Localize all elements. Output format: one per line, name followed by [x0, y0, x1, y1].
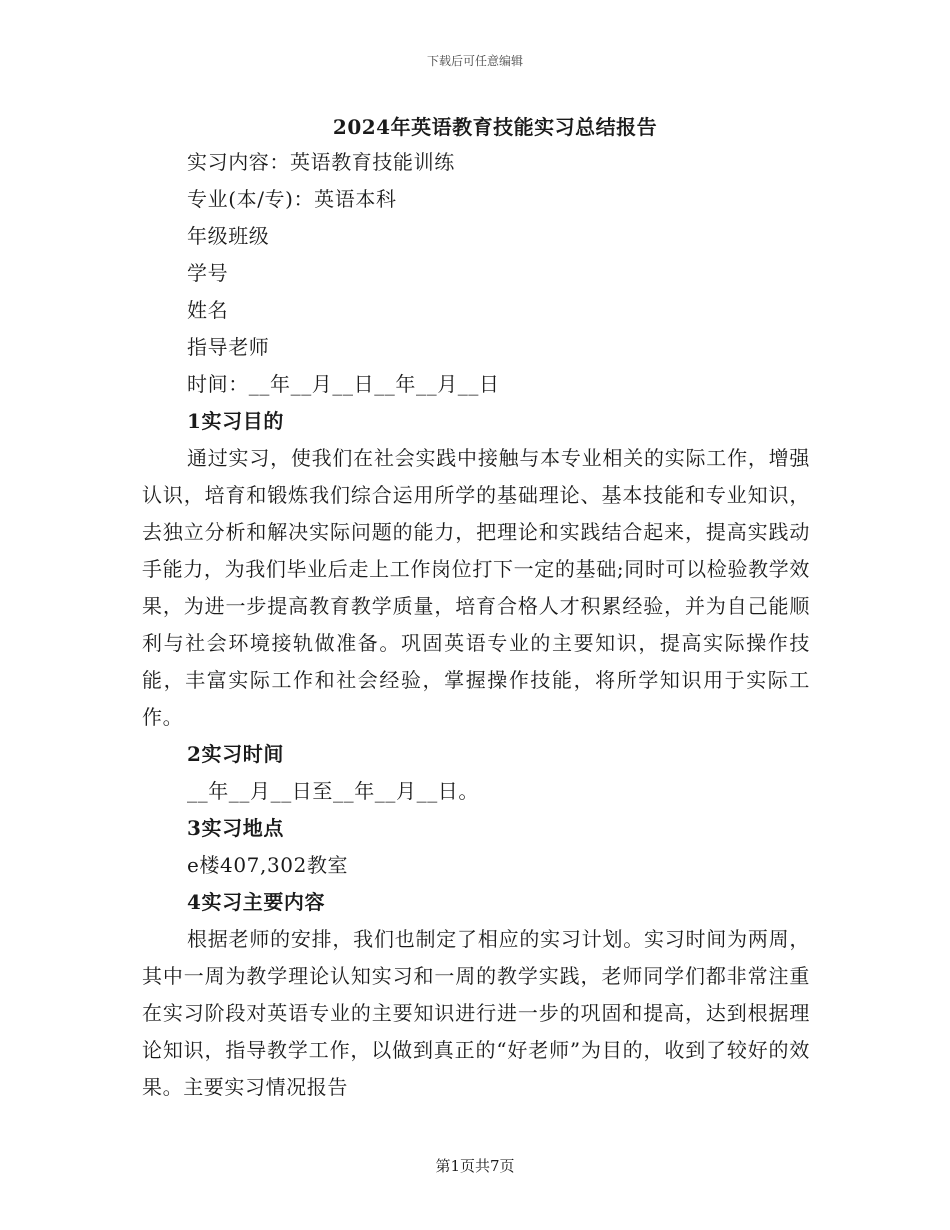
info-line-major: 专业(本/专)：英语本科: [187, 187, 397, 211]
section-text-location: e楼407,302教室: [187, 853, 349, 877]
info-line-name: 姓名: [187, 298, 229, 322]
info-line-class: 年级班级: [187, 224, 270, 248]
page-header-note: 下载后可任意编辑: [426, 54, 523, 68]
section-heading-location: 3实习地点: [187, 816, 284, 840]
info-line-content: 实习内容：英语教育技能训练: [187, 150, 455, 174]
page-number: 第1页共7页: [435, 1157, 515, 1175]
info-line-advisor: 指导老师: [187, 335, 270, 359]
section-text-purpose: 通过实习，使我们在社会实践中接触与本专业相关的实际工作，增强认识，培育和锻炼我们综合运用所学的基础理论、基本技能和专业知识，去独立分析和解决实际问题的能力，把理论和实践结合起来，提高实践动手能力，为我们毕业后走上工作岗位打下一定的基础;同时可以检验教学效果，为进一步提高教育教学质量，培育合格人才积累经验，并为自己能顺利与社会环境接轨做准备。巩固英语专业的主要知识，提高实际操作技能，丰富实际工作和社会经验，掌握操作技能，将所学知识用于实际工作。: [142, 446, 810, 729]
info-line-time: 时间：__年__月__日__年__月__日: [187, 372, 500, 396]
section-heading-time: 2实习时间: [187, 742, 284, 766]
section-text-content: 根据老师的安排，我们也制定了相应的实习计划。实习时间为两周，其中一周为教学理论认知实习和一周的教学实践，老师同学们都非常注重在实习阶段对英语专业的主要知识进行进一步的巩固和提高，达到根据理论知识，指导教学工作，以做到真正的“好老师”为目的，收到了较好的效果。主要实习情况报告: [142, 927, 810, 1099]
section-text-time: __年__月__日至__年__月__日。: [187, 779, 479, 803]
info-line-student-id: 学号: [187, 261, 229, 285]
section-heading-content: 4实习主要内容: [187, 890, 326, 914]
document-title: 2024年英语教育技能实习总结报告: [332, 115, 658, 139]
document-body: [142, 144, 810, 1106]
section-heading-purpose: 1实习目的: [187, 409, 284, 433]
